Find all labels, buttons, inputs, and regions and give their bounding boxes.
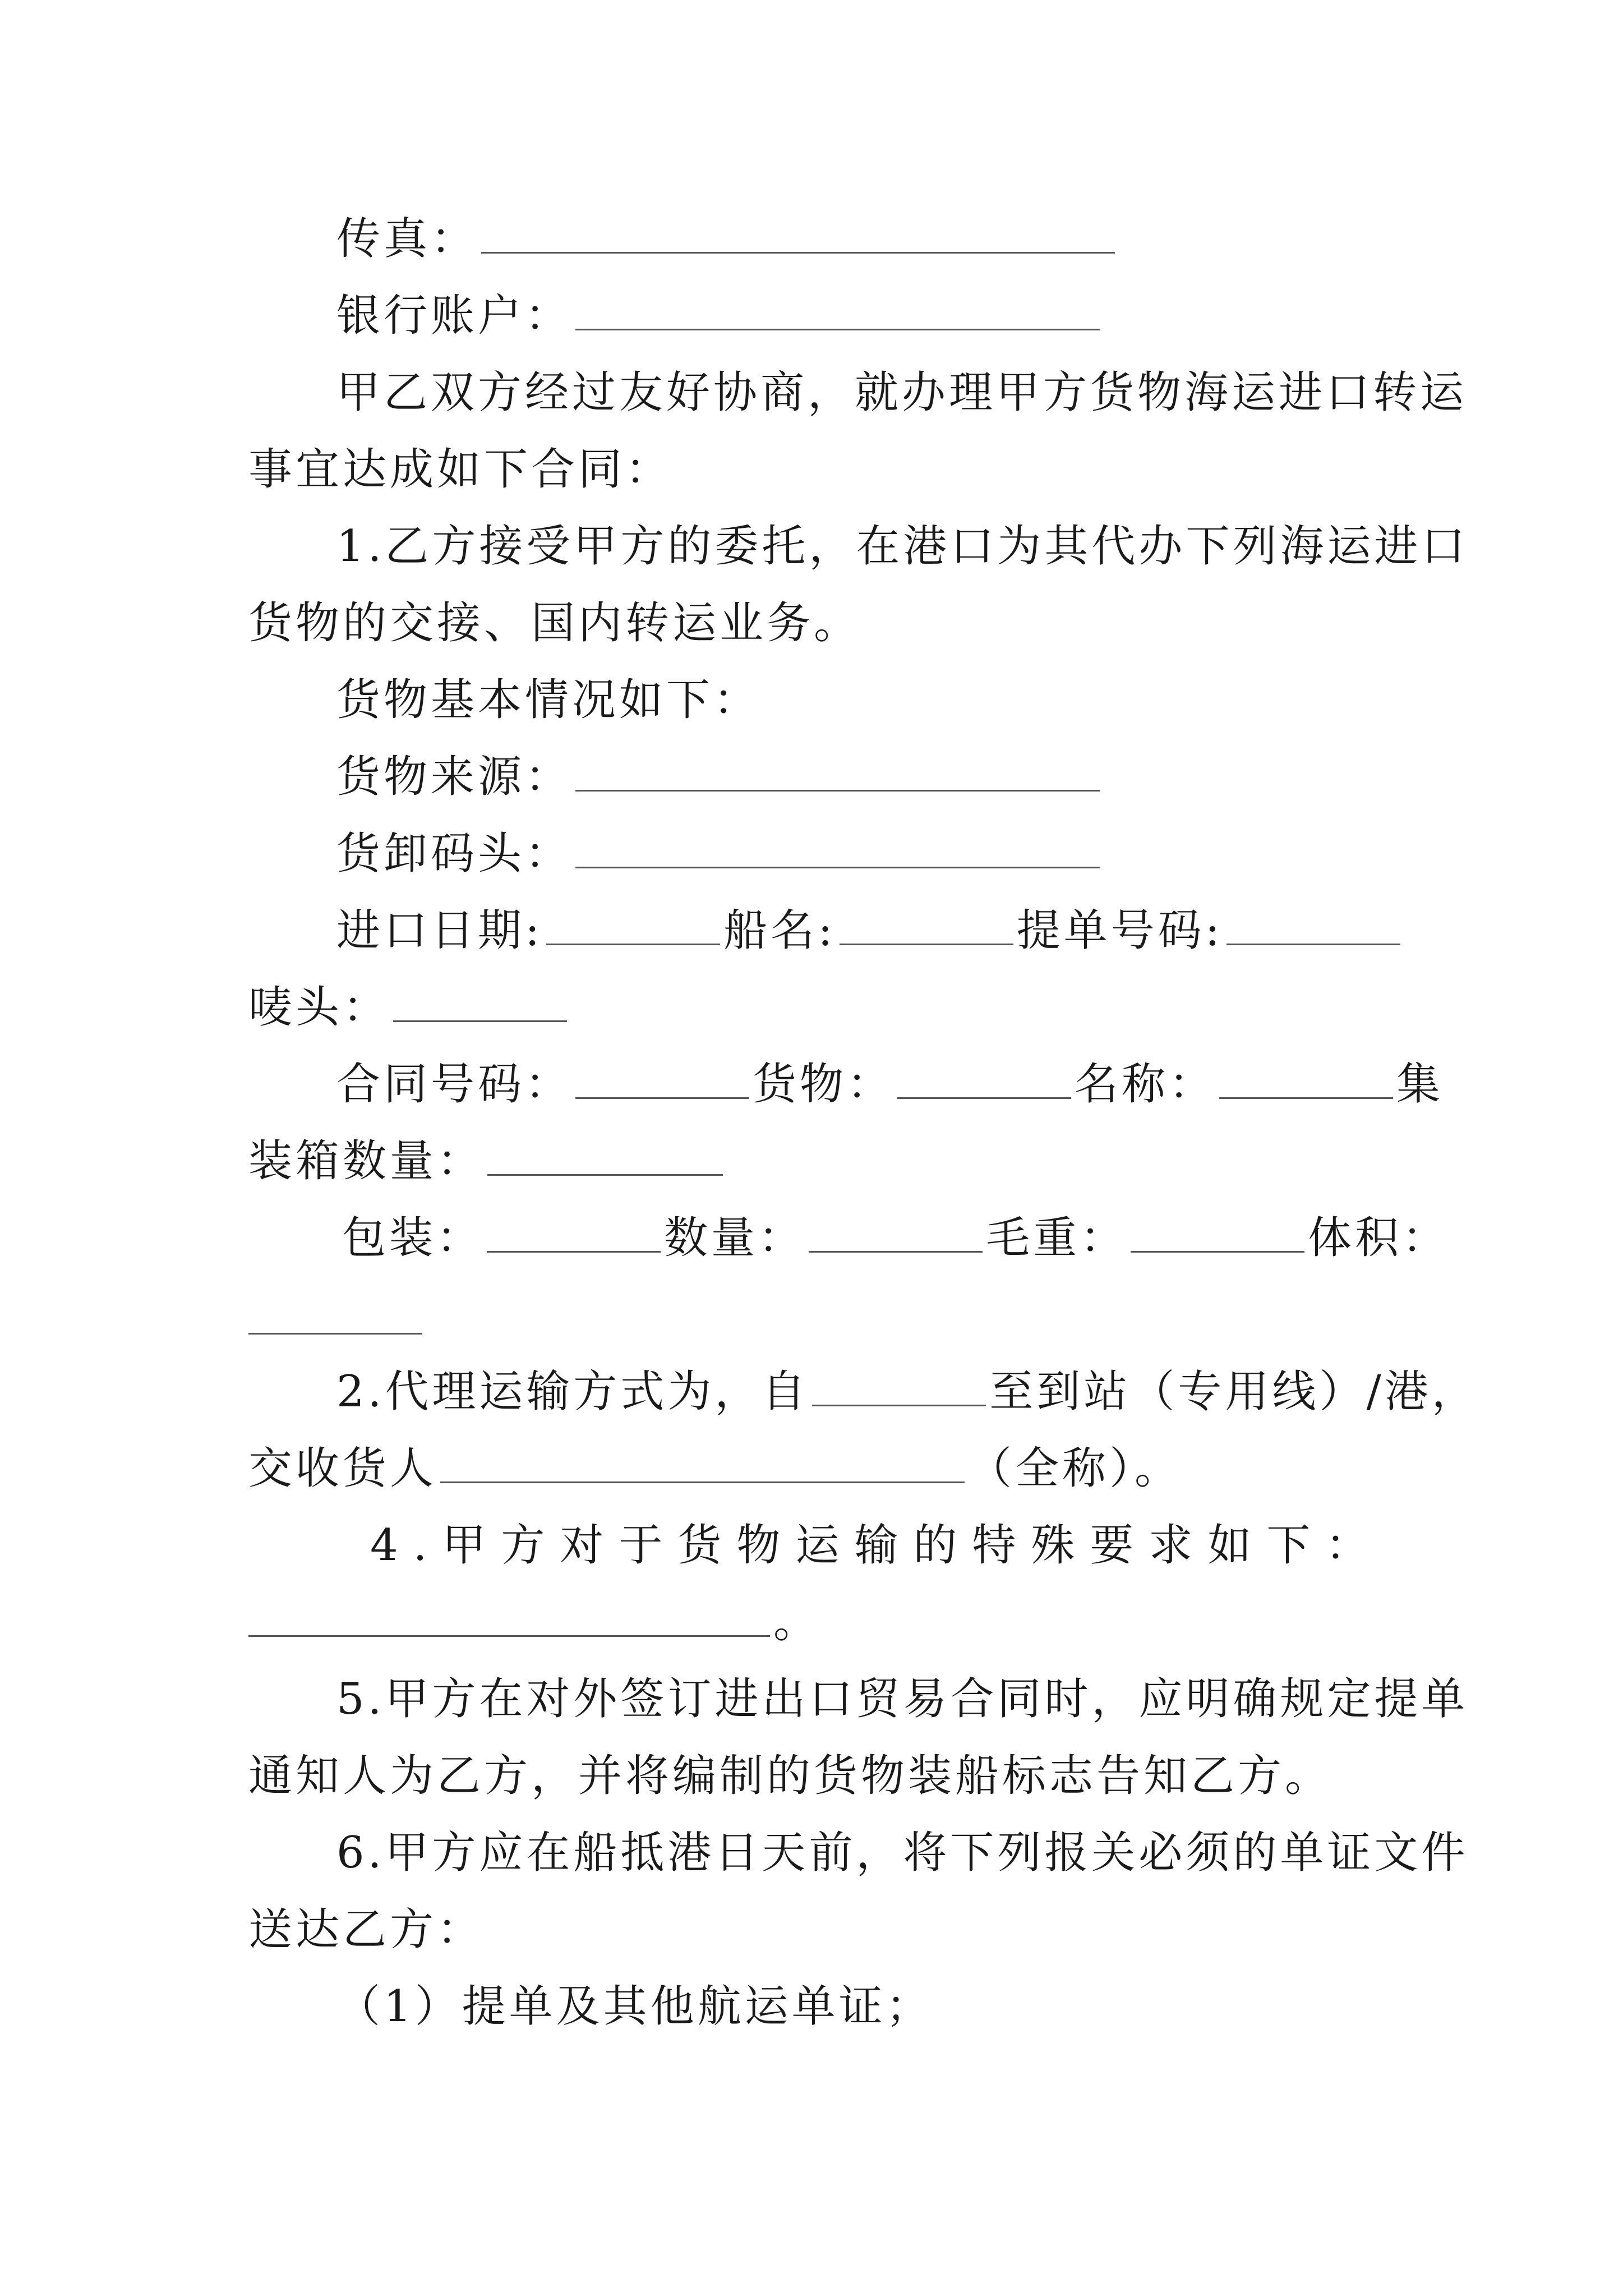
clause6-line-1: 6.甲方应在船抵港日天前，将下列报关必须的单证文件 [336, 1828, 1469, 1878]
intro-line-1: 甲乙双方经过友好协商，就办理甲方货物海运进口转运 [336, 367, 1468, 418]
goods-source-label: 货物来源： [336, 752, 573, 802]
quantity-label: 数量： [664, 1213, 806, 1263]
marks-blank[interactable] [393, 981, 567, 1022]
marks-line [248, 981, 570, 1034]
unload-dock-blank[interactable] [575, 827, 1100, 868]
clause2-text-c: 交收货人 [248, 1443, 437, 1494]
transport-origin-blank[interactable] [812, 1365, 986, 1406]
fax-blank[interactable] [481, 213, 1115, 254]
goods-source-line [336, 750, 1103, 804]
bank-account-line [336, 289, 1103, 343]
consignee-blank[interactable] [440, 1442, 965, 1483]
clause1-line-1: 1.乙方接受甲方的委托，在港口为其代办下列海运进口 [336, 521, 1469, 572]
volume-blank[interactable] [248, 1333, 422, 1335]
clause2-line-2 [248, 1442, 1182, 1496]
container-quantity-line [248, 1134, 726, 1188]
name-label: 名称： [1075, 1059, 1216, 1110]
import-date-blank[interactable] [546, 904, 720, 945]
clause2-text-d: （全称）。 [968, 1443, 1182, 1494]
packing-blank[interactable] [487, 1212, 661, 1253]
intro-line-2: 事宜达成如下合同： [248, 444, 673, 495]
clause1-line-2: 货物的交接、国内转运业务。 [248, 598, 861, 648]
bank-account-blank[interactable] [575, 289, 1100, 330]
clause2-text-b: 至到站（专用线）/港， [989, 1366, 1479, 1417]
clause6-line-2: 送达乙方： [248, 1904, 485, 1955]
container-label-start: 集 [1396, 1059, 1444, 1110]
contract-no-label: 合同号码： [336, 1059, 573, 1110]
contract-no-blank[interactable] [575, 1058, 749, 1099]
packing-line [342, 1211, 1449, 1265]
goods-source-blank[interactable] [575, 751, 1100, 792]
fax-label: 传真： [336, 214, 478, 264]
special-requirements-blank[interactable] [248, 1596, 770, 1637]
fax-line [336, 212, 1118, 266]
quantity-blank[interactable] [809, 1212, 983, 1253]
clause4-end: 。 [773, 1597, 821, 1648]
goods-label: 货物： [753, 1059, 895, 1110]
clause5-line-2: 通知人为乙方，并将编制的货物装船标志告知乙方。 [248, 1751, 1332, 1801]
clause5-line-1: 5.甲方在对外签订进出口贸易合同时，应明确规定提单 [336, 1674, 1469, 1724]
volume-label: 体积： [1308, 1213, 1450, 1263]
bank-account-label: 银行账户： [336, 291, 573, 341]
container-quantity-blank[interactable] [487, 1135, 723, 1176]
goods-blank[interactable] [897, 1058, 1071, 1099]
unload-dock-line [336, 827, 1103, 881]
marks-label: 唛头： [248, 982, 390, 1033]
clause4-line: 4.甲方对于货物运输的特殊要求如下： [370, 1520, 1385, 1571]
import-info-line [336, 904, 1404, 958]
gross-weight-blank[interactable] [1131, 1212, 1304, 1253]
ship-name-blank[interactable] [840, 904, 1013, 945]
gross-weight-label: 毛重： [986, 1213, 1128, 1263]
name-blank[interactable] [1219, 1058, 1393, 1099]
contract-info-line [336, 1057, 1444, 1111]
goods-basic-line: 货物基本情况如下： [336, 675, 761, 725]
unload-dock-label: 货卸码头： [336, 829, 573, 879]
bl-number-label: 提单号码: [1016, 905, 1223, 956]
ship-name-label: 船名: [723, 905, 836, 956]
clause4-line-2 [248, 1595, 820, 1649]
clause2-text-a: 2.代理运输方式为，自 [336, 1366, 809, 1417]
bl-number-blank[interactable] [1227, 904, 1400, 945]
item1-line: （1）提单及其他航运单证； [336, 1981, 933, 2032]
import-date-label: 进口日期: [336, 905, 543, 956]
container-quantity-label: 装箱数量： [248, 1136, 485, 1186]
packing-label: 包装： [342, 1213, 484, 1263]
clause2-line-1 [336, 1365, 1479, 1419]
